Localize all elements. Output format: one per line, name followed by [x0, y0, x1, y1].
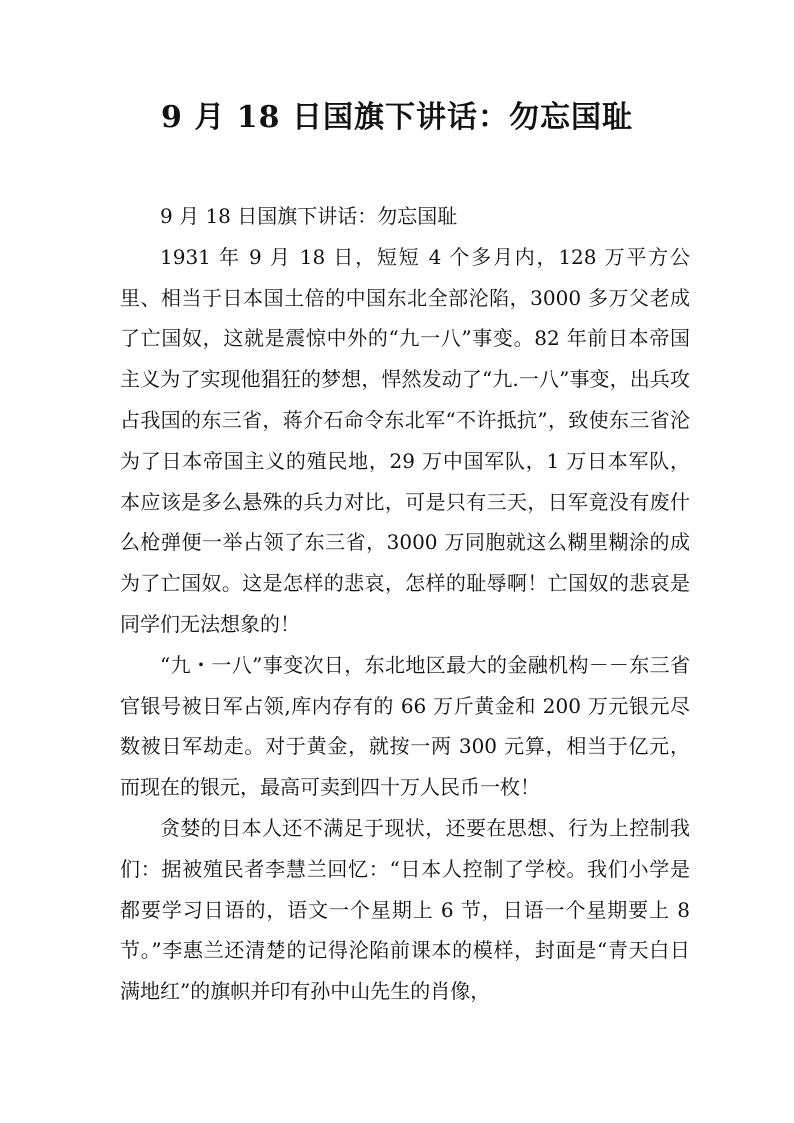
document-body: [120, 196, 690, 1012]
paragraph-subtitle: 9 月 18 日国旗下讲话：勿忘国耻: [160, 204, 458, 228]
paragraph-bank-seizure: “九・一八”事变次日，东北地区最大的金融机构－－东三省官银号被日军占领,库内存有的 66 万斤黄金和 200 万元银元尽数被日军劫走。对于黄金，就按一两 300 元算，相当于亿元，而现在的银元，最高可卖到四十万人民币一枚！: [120, 652, 690, 800]
paragraph-education-control: 贪婪的日本人还不满足于现状，还要在思想、行为上控制我们：据被殖民者李慧兰回忆：“日本人控制了学校。我们小学是都要学习日语的，语文一个星期上 6 节，日语一个星期要上 8 节。”李惠兰还清楚的记得沦陷前课本的模样，封面是“青天白日满地红”的旗帜并印有孙中山先生的肖像，: [120, 815, 690, 1004]
paragraph-1931-event: 1931 年 9 月 18 日，短短 4 个多月内，128 万平方公里、相当于日本国土倍的中国东北全部沦陷，3000 多万父老成了亡国奴，这就是震惊中外的“九一八”事变。82 年前日本帝国主义为了实现他猖狂的梦想，悍然发动了“九.一八”事变，出兵攻占我国的东三省，蒋介石命令东北军“不许抵抗”，致使东三省沦为了日本帝国主义的殖民地，29 万中国军队，1 万日本军队，本应该是多么悬殊的兵力对比，可是只有三天，日军竟没有废什么枪弹便一举占领了东三省，3000 万同胞就这么糊里糊涂的成为了亡国奴。这是怎样的悲哀，怎样的耻辱啊！亡国奴的悲哀是同学们无法想象的！: [120, 244, 690, 636]
page-title: 9 月 18 日国旗下讲话：勿忘国耻: [161, 100, 633, 135]
